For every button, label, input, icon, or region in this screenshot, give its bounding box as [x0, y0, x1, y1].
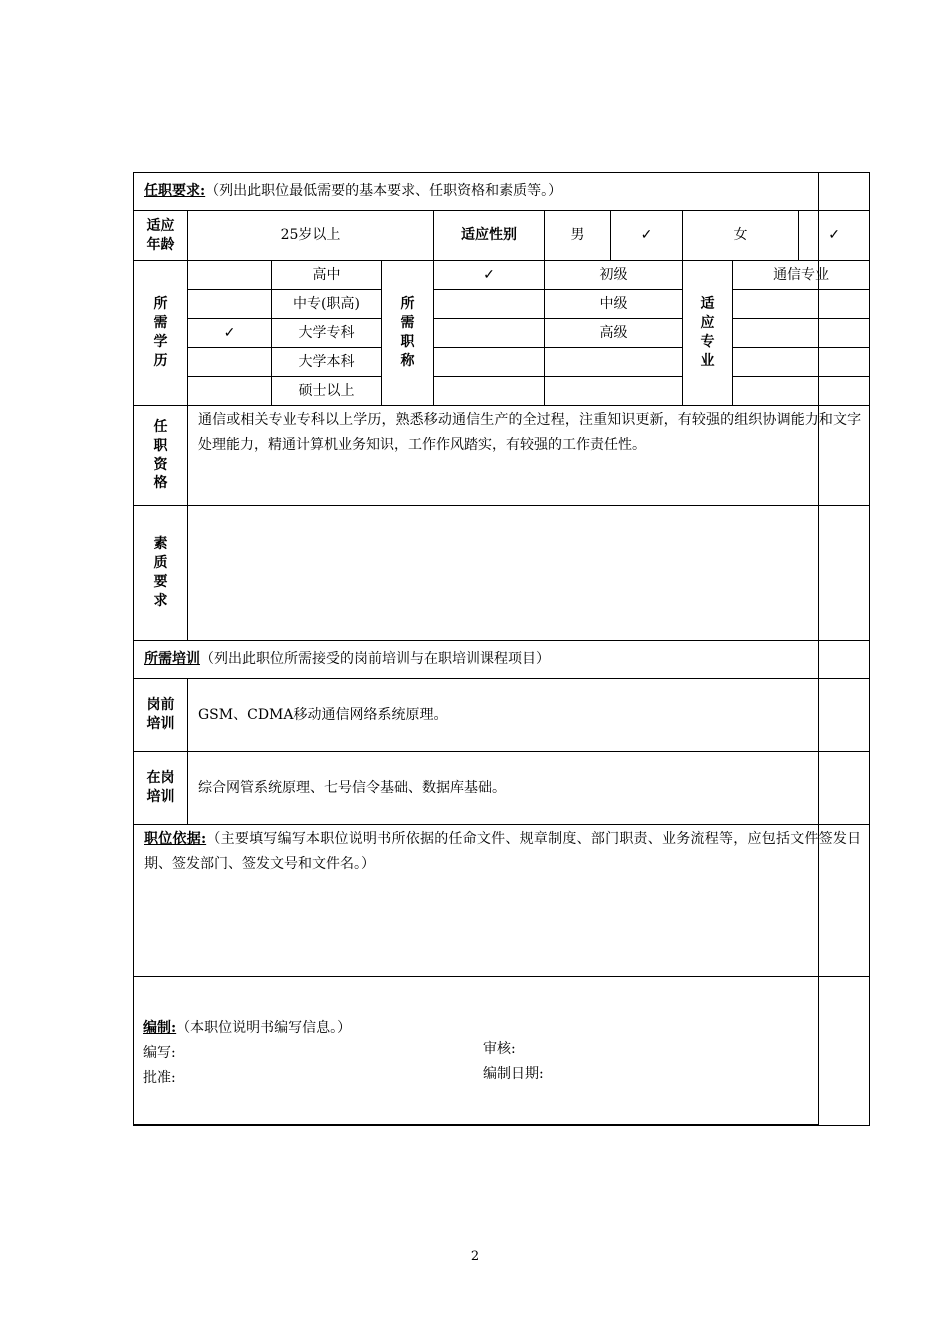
- title-level-3: 高级: [545, 319, 683, 348]
- requirements-heading: 任职要求:: [144, 183, 206, 200]
- compile-date-field: 编制日期:: [483, 1066, 544, 1082]
- education-level-5: 硕士以上: [272, 377, 382, 406]
- education-label: 所 需 学 历: [134, 261, 188, 406]
- age-value: 25岁以上: [188, 211, 434, 261]
- title-level-2: 中级: [545, 290, 683, 319]
- on-job-training-label: 在岗 培训: [134, 752, 188, 825]
- compile-heading: 编制:: [143, 1020, 177, 1036]
- on-job-training-text: 综合网管系统原理、七号信令基础、数据库基础。: [188, 752, 870, 825]
- training-heading: 所需培训: [144, 651, 200, 668]
- male-label: 男: [545, 211, 611, 261]
- title-level-1: 初级: [545, 261, 683, 290]
- title-check-1: ✓: [434, 261, 545, 290]
- male-check: ✓: [611, 211, 683, 261]
- title-label: 所 需 职 称: [382, 261, 434, 406]
- female-check: ✓: [799, 211, 870, 261]
- education-level-2: 中专(职高): [272, 290, 382, 319]
- compile-note: （本职位说明书编写信息。）: [176, 1020, 352, 1036]
- pre-training-label: 岗前 培训: [134, 679, 188, 752]
- page-number: 2: [470, 1249, 480, 1264]
- approver-field: 批准:: [143, 1070, 176, 1086]
- reviewer-field: 审核:: [483, 1041, 516, 1057]
- age-label: 适应 年龄: [134, 211, 188, 261]
- basis-heading: 职位依据:: [144, 831, 207, 847]
- compile-header: [143, 1017, 351, 1037]
- education-level-1: 高中: [272, 261, 382, 290]
- education-level-3: 大学专科: [272, 319, 382, 348]
- female-label: 女: [683, 211, 799, 261]
- qualification-text: 通信或相关专业专科以上学历，熟悉移动通信生产的全过程，注重知识更新，有较强的组织协调能力和文字处理能力，精通计算机业务知识，工作作风踏实，有较强的工作责任性。: [188, 406, 870, 506]
- education-level-4: 大学本科: [272, 348, 382, 377]
- quality-label: 素 质 要 求: [134, 506, 188, 641]
- requirements-note: （列出此职位最低需要的基本要求、任职资格和素质等。）: [205, 183, 563, 200]
- basis-note: （主要填写编写本职位说明书所依据的任命文件、规章制度、部门职责、业务流程等，应包括文件签发日期、签发部门、签发文号和文件名。）: [144, 831, 862, 872]
- major-label: 适 应 专 业: [683, 261, 733, 406]
- gender-label: 适应性别: [434, 211, 545, 261]
- major-value-1: 通信专业: [733, 261, 870, 290]
- training-note: （列出此职位所需接受的岗前培训与在职培训课程项目）: [200, 651, 550, 668]
- education-check-3: ✓: [188, 319, 272, 348]
- qualification-label: 任 职 资 格: [134, 406, 188, 506]
- pre-training-text: GSM、CDMA移动通信网络系统原理。: [188, 679, 870, 752]
- writer-field: 编写:: [143, 1045, 176, 1061]
- table-outer-border: [133, 172, 819, 1125]
